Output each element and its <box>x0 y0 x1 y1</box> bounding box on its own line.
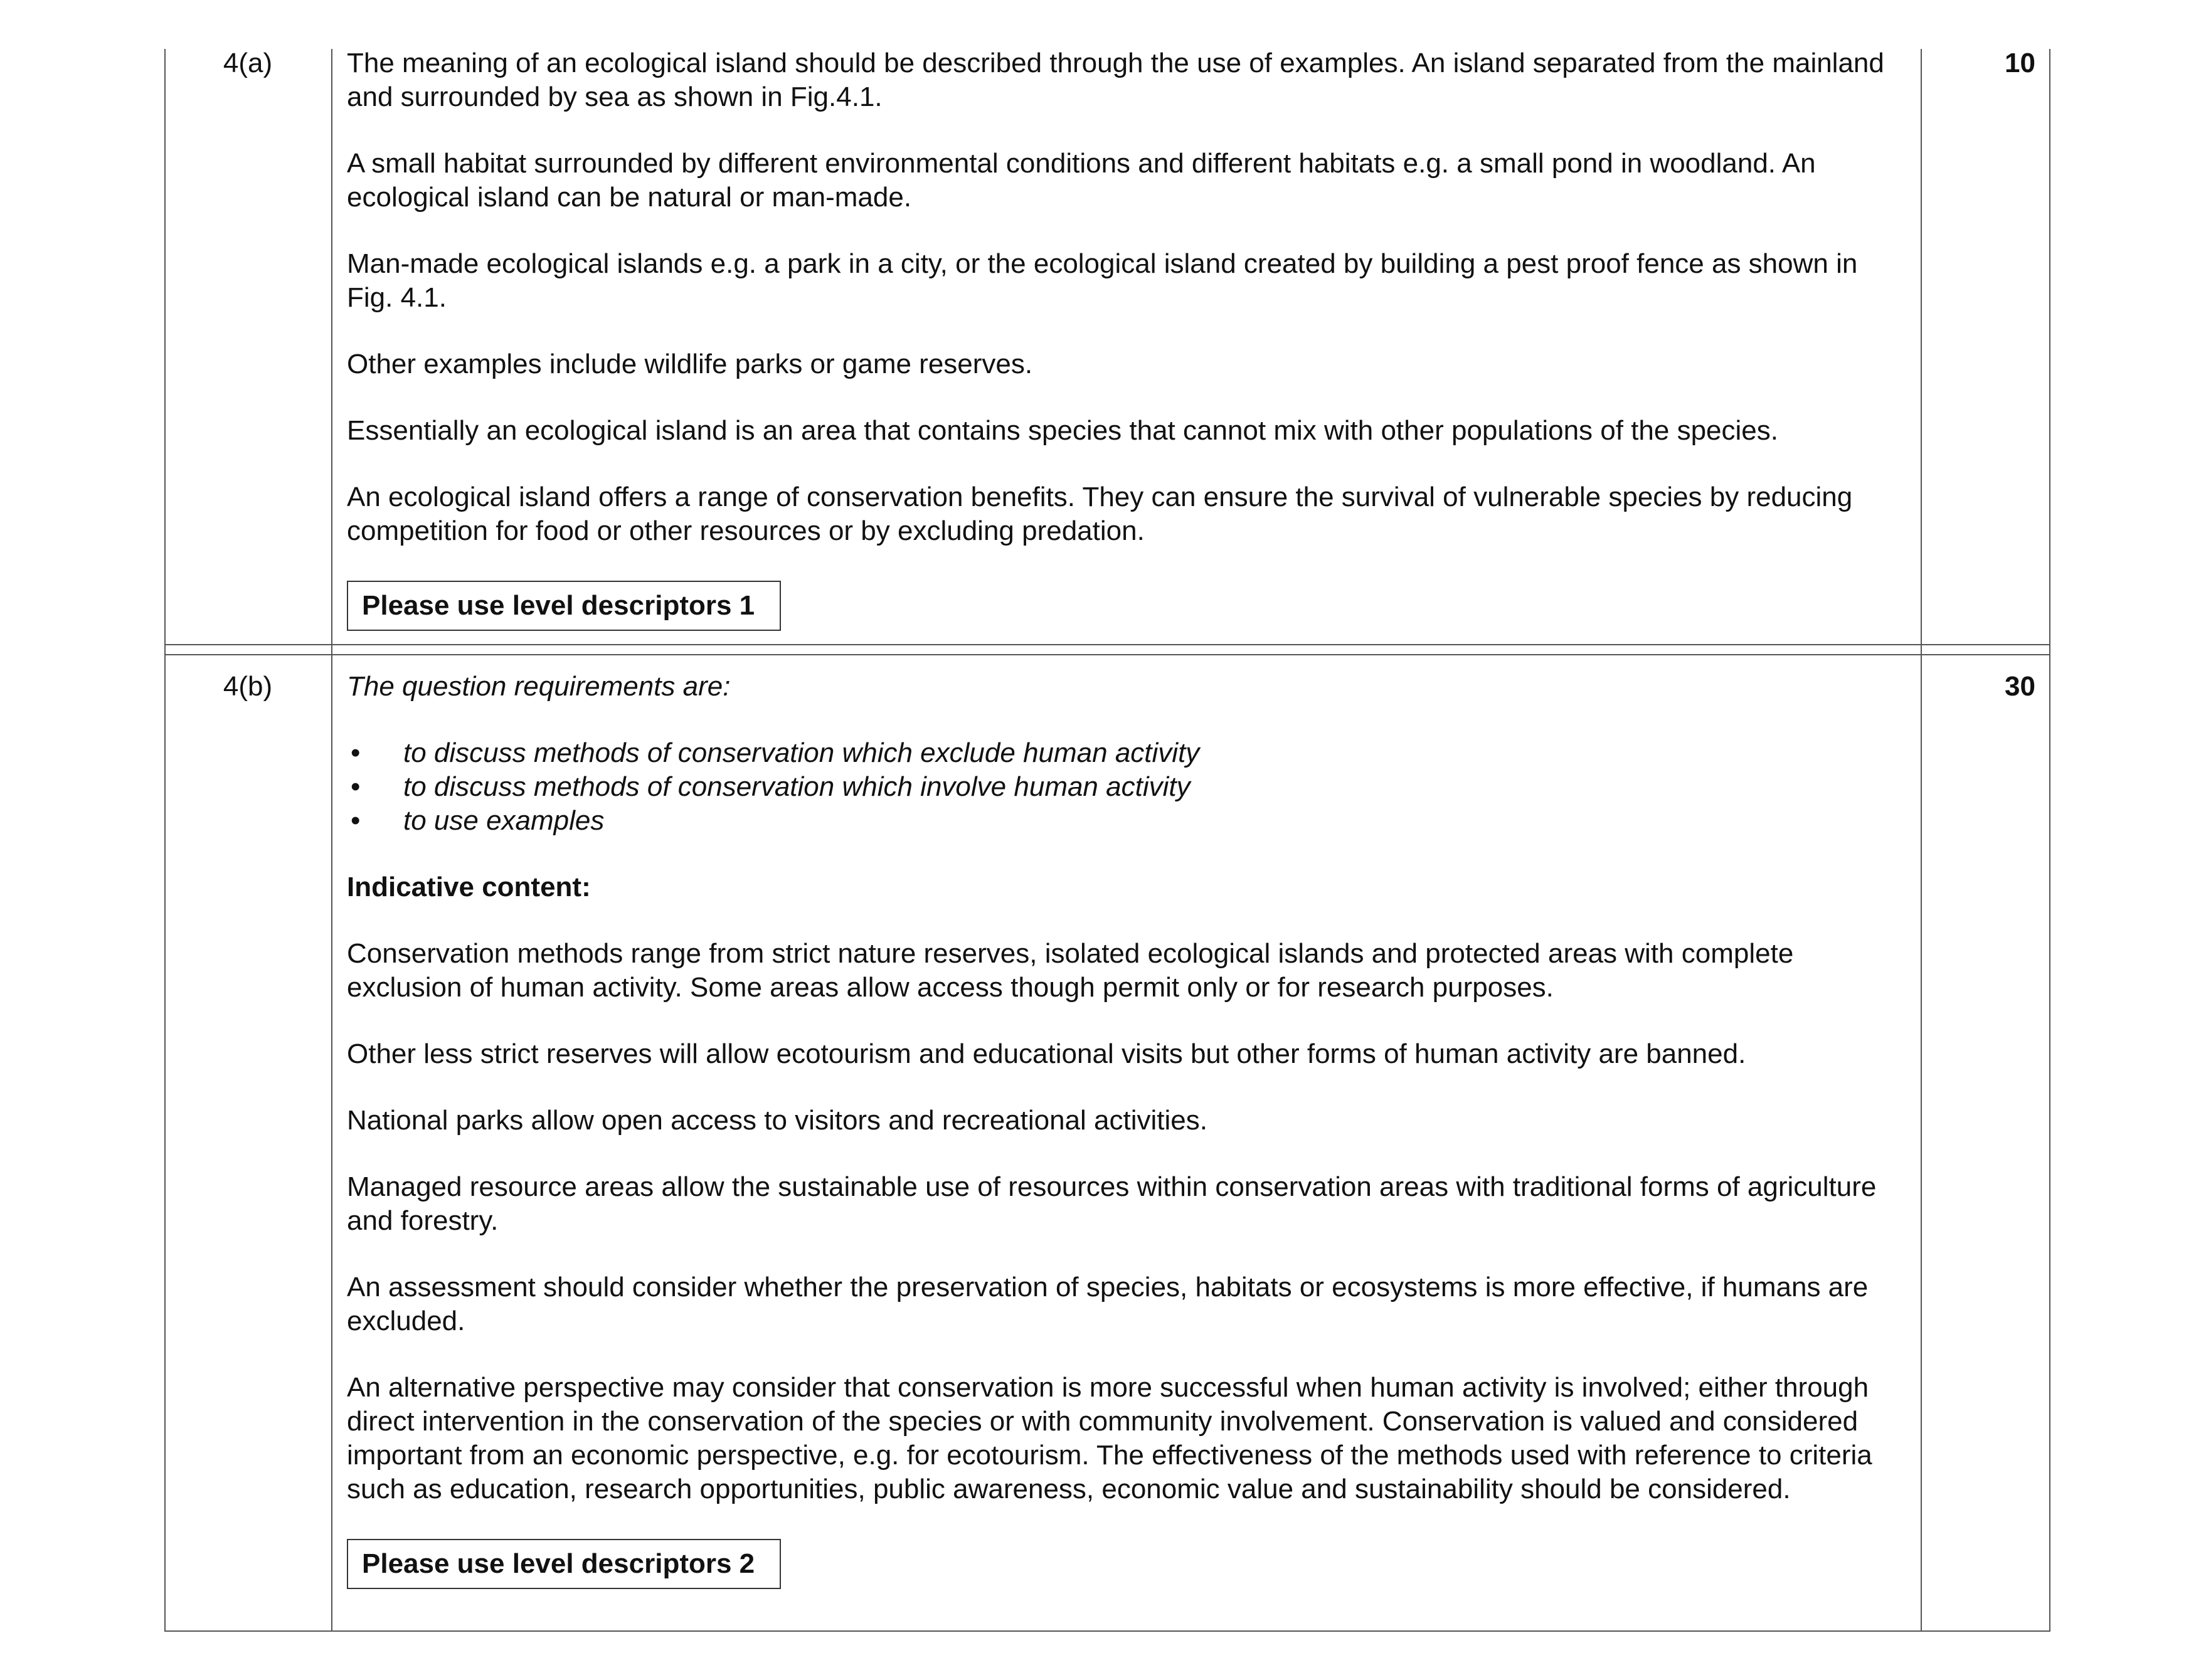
paragraph: Conservation methods range from strict nature reserves, isolated ecological islands and protected areas with complete exclusion of human activity. Some areas allow access though permit only or for research purposes. <box>347 938 1794 1003</box>
bullet-icon: • <box>351 805 361 836</box>
table-bottom-border <box>164 1630 2050 1632</box>
paragraph: A small habitat surrounded by different environmental conditions and different habitats e.g. a small pond in woodland. An ecological island can be natural or man-made. <box>347 148 1816 213</box>
paragraph: An assessment should consider whether the preservation of species, habitats or ecosystems is more effective, if humans are excluded. <box>347 1272 1869 1336</box>
answer-content-4b <box>347 670 1909 1589</box>
table-left-border <box>164 49 166 1631</box>
requirements-list <box>347 736 1909 838</box>
paragraph: An alternative perspective may consider that conservation is more successful when human activity is involved; either through direct intervention in the conservation of the species or with community involvement. Conservation is valued and considered important from an economic perspective, e.g. for ecotourism. The effectiveness of the methods used with reference to criteria such as education, research opportunities, public awareness, economic value and sustainability should be considered. <box>347 1372 1872 1504</box>
list-item <box>347 770 1909 804</box>
marks-4a: 10 <box>2005 48 2035 78</box>
level-descriptor-box-2: Please use level descriptors 2 <box>347 1539 781 1589</box>
requirements-intro: The question requirements are: <box>347 671 731 702</box>
indicative-content-heading: Indicative content: <box>347 872 591 902</box>
answer-content-4a <box>347 46 1909 631</box>
paragraph: Managed resource areas allow the sustainable use of resources within conservation areas with traditional forms of agriculture and forestry. <box>347 1171 1877 1236</box>
level-descriptor-box-1: Please use level descriptors 1 <box>347 581 781 631</box>
question-number-4a: 4(a) <box>223 48 273 78</box>
marks-column-divider <box>1921 49 1922 1631</box>
paragraph: An ecological island offers a range of conservation benefits. They can ensure the survival of vulnerable species by reducing competition for food or other resources or by excluding predation. <box>347 482 1853 546</box>
paragraph: Essentially an ecological island is an area that contains species that cannot mix with other populations of the species. <box>347 415 1778 446</box>
paragraph: The meaning of an ecological island should be described through the use of examples. An island separated from the mainland and surrounded by sea as shown in Fig.4.1. <box>347 48 1884 112</box>
paragraph: Other examples include wildlife parks or game reserves. <box>347 349 1033 379</box>
bullet-icon: • <box>351 771 361 802</box>
question-number-4b: 4(b) <box>223 671 273 702</box>
requirement-text: to discuss methods of conservation which exclude human activity <box>403 737 1200 768</box>
paragraph: National parks allow open access to visitors and recreational activities. <box>347 1105 1207 1136</box>
list-item <box>347 804 1909 838</box>
bullet-icon: • <box>351 737 361 768</box>
list-item <box>347 736 1909 770</box>
question-column-divider <box>331 49 332 1631</box>
requirement-text: to discuss methods of conservation which involve human activity <box>403 771 1191 802</box>
paragraph: Man-made ecological islands e.g. a park in a city, or the ecological island created by building a pest proof fence as shown in Fig. 4.1. <box>347 248 1858 313</box>
requirement-text: to use examples <box>403 805 605 836</box>
row-separator-top <box>164 644 2050 645</box>
table-right-border <box>2049 49 2050 1631</box>
paragraph: Other less strict reserves will allow ecotourism and educational visits but other forms of human activity are banned. <box>347 1038 1746 1069</box>
marks-4b: 30 <box>2005 671 2035 702</box>
row-separator-bottom <box>164 654 2050 655</box>
